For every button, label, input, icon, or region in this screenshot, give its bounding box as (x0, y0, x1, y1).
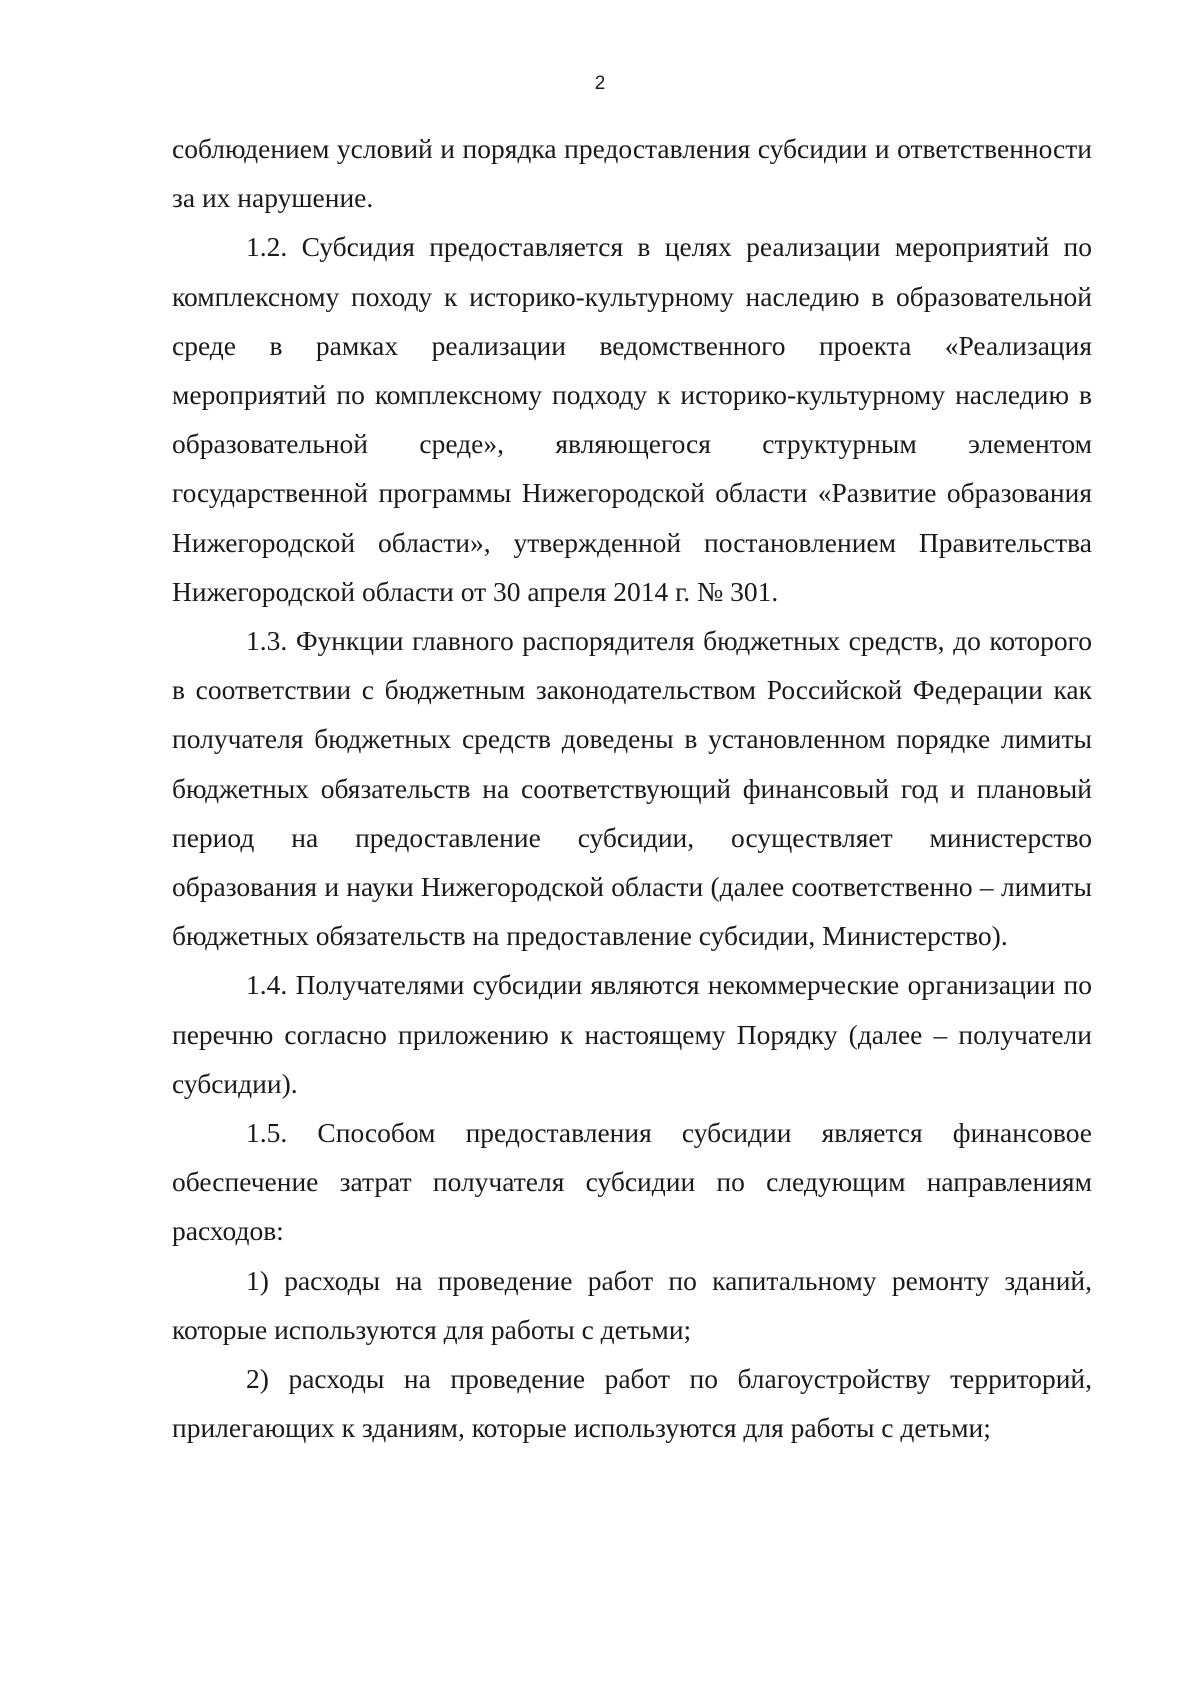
paragraph-continuation: соблюдением условий и порядка предоставления субсидии и ответственности за их нарушение. (172, 133, 1092, 214)
paragraph-1-3: 1.3. Функции главного распорядителя бюджетных средств, до которого в соответствии с бюджетным законодательством Российской Федерации как получателя бюджетных средств доведены в установленном порядке лимиты бюджетных обязательств на соответствующий финансовый год и плановый период на предоставление субсидии, осуществляет министерство образования и науки Нижегородской области (далее соответственно – лимиты бюджетных обязательств на предоставление субсидии, Министерство). (172, 625, 1092, 952)
document-body (172, 124, 1092, 1452)
page-number: 2 (594, 73, 606, 94)
paragraph-1-5: 1.5. Способом предоставления субсидии является финансовое обеспечение затрат получателя субсидии по следующим направлениям расходов: (172, 1117, 1092, 1247)
list-item-1: 1) расходы на проведение работ по капитальному ремонту зданий, которые используются для работы с детьми; (172, 1264, 1092, 1345)
list-item-2: 2) расходы на проведение работ по благоустройству территорий, прилегающих к зданиям, которые используются для работы с детьми; (172, 1363, 1092, 1444)
paragraph-1-4: 1.4. Получателями субсидии являются некоммерческие организации по перечню согласно приложению к настоящему Порядку (далее – получатели субсидии). (172, 969, 1092, 1099)
paragraph-1-2: 1.2. Субсидия предоставляется в целях реализации мероприятий по комплексному походу к историко-культурному наследию в образовательной среде в рамках реализации ведомственного проекта «Реализация мероприятий по комплексному подходу к историко-культурному наследию в образовательной среде», являющегося структурным элементом государственной программы Нижегородской области «Развитие образования Нижегородской области», утвержденной постановлением Правительства Нижегородской области от 30 апреля 2014 г. № 301. (172, 231, 1092, 607)
